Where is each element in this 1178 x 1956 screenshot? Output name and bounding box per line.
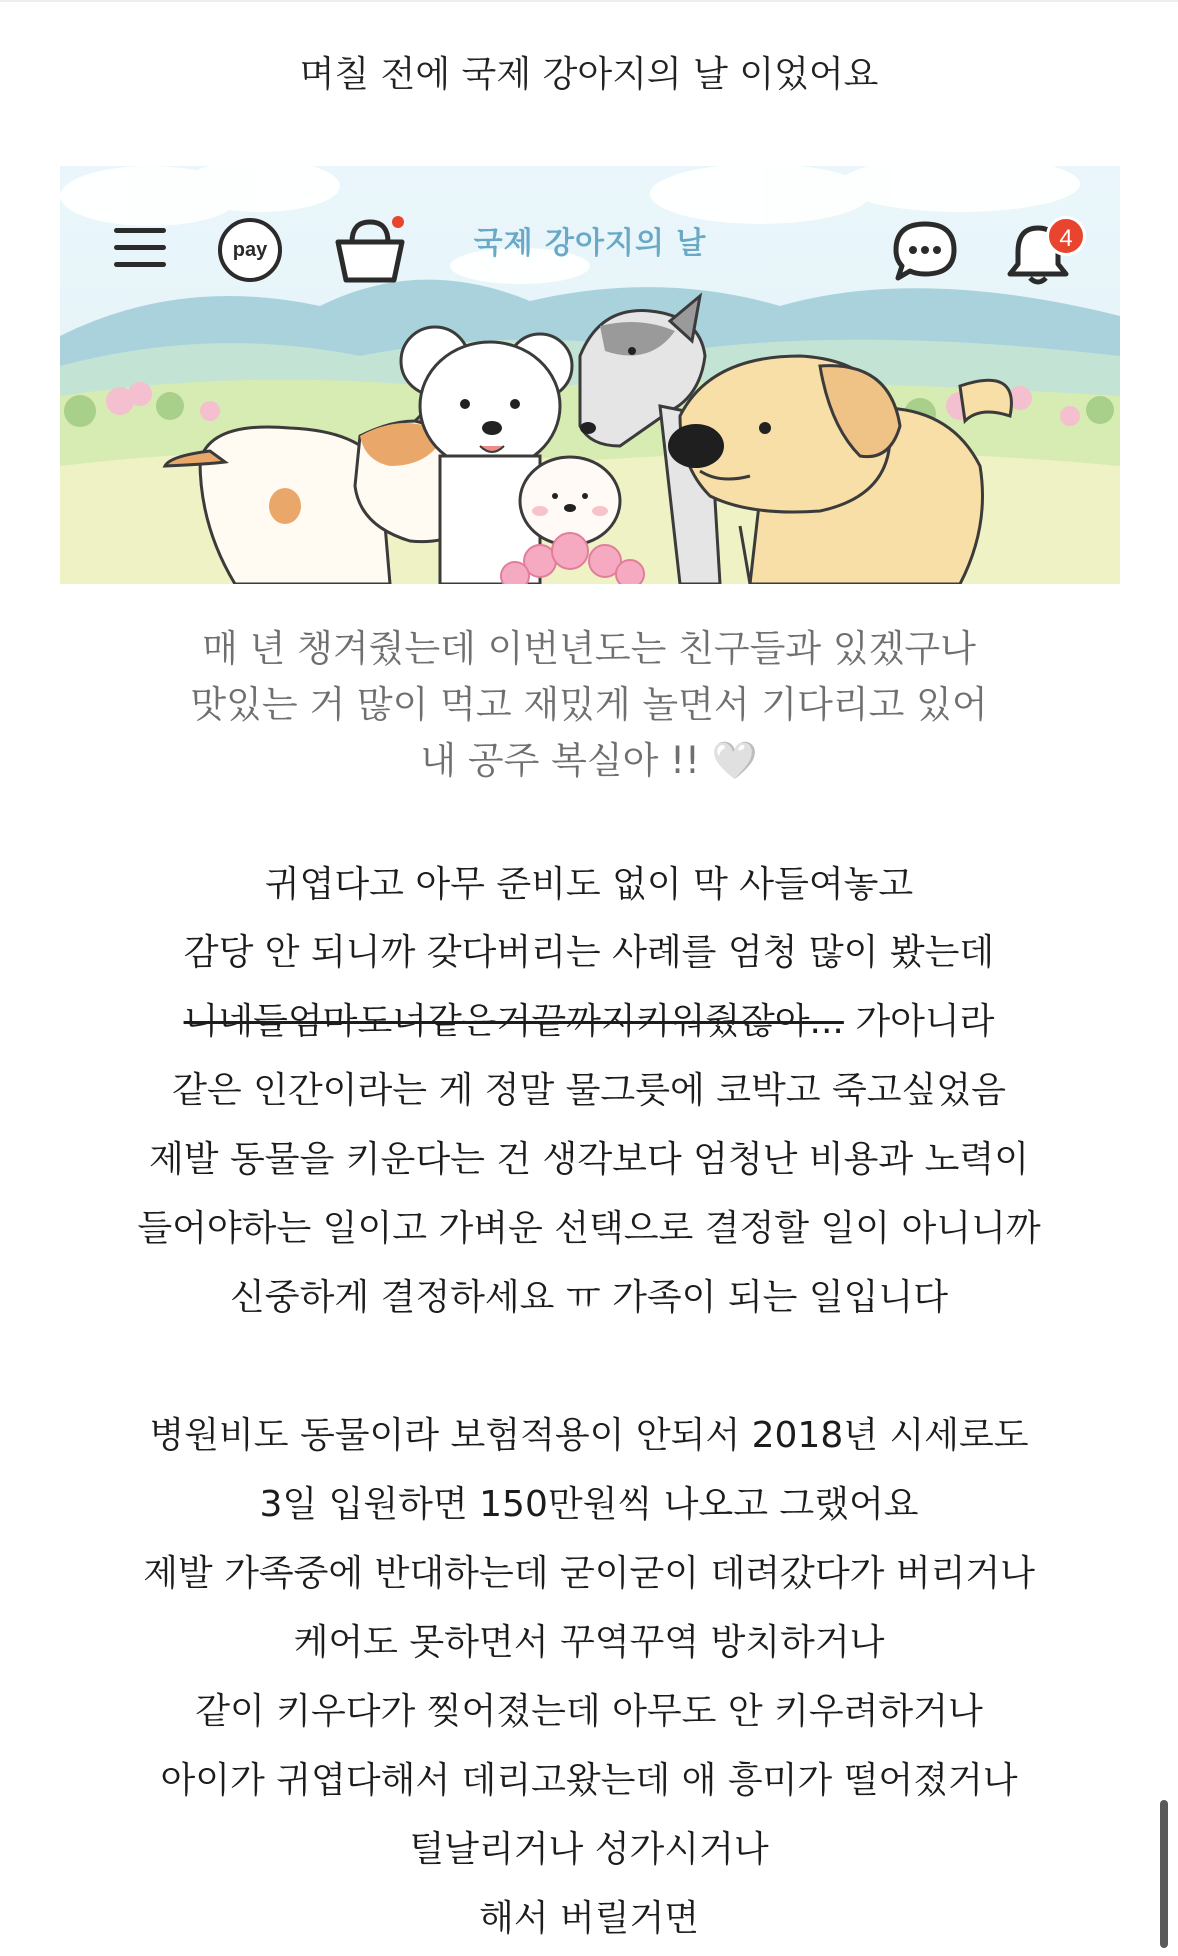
paragraph-2-line-6: 아이가 귀엽다해서 데리고왔는데 애 흥미가 떨어졌거나	[160, 1760, 1018, 1801]
paragraph-1-line-4: 같은 인간이라는 게 정말 물그릇에 코박고 죽고싶었음	[172, 1070, 1006, 1111]
paragraph-1-line-3	[0, 993, 1178, 1044]
banner-title: 국제 강아지의 날	[473, 226, 707, 261]
intro-text: 며칠 전에 국제 강아지의 날 이었어요	[299, 54, 879, 95]
pay-label: pay	[232, 239, 268, 261]
shopping-basket-icon[interactable]	[332, 214, 408, 286]
notification-badge: 4	[1046, 216, 1086, 256]
banner-image	[60, 166, 1120, 584]
paragraph-2-line-3: 제발 가족중에 반대하는데 굳이굳이 데려갔다가 버리거나	[143, 1553, 1035, 1594]
white-heart-icon: 🤍	[711, 739, 758, 782]
pay-icon[interactable]	[218, 218, 282, 282]
quote-line-3	[0, 730, 1178, 784]
paragraph-1-line-1: 귀엽다고 아무 준비도 없이 막 사들여놓고	[264, 864, 914, 905]
paragraph-2-line-1: 병원비도 동물이라 보험적용이 안되서 2018년 시세로도	[149, 1415, 1029, 1456]
paragraph-2-line-7: 털날리거나 성가시거나	[409, 1829, 769, 1870]
paragraph-1-line-2: 감당 안 되니까 갖다버리는 사례를 엄청 많이 봤는데	[183, 932, 995, 973]
paragraph-2-line-5: 같이 키우다가 찢어졌는데 아무도 안 키우려하거나	[195, 1691, 983, 1732]
paragraph-2-line-2: 3일 입원하면 150만원씩 나오고 그랬어요	[259, 1484, 919, 1525]
quote-line-1: 매 년 챙겨줬는데 이번년도는 친구들과 있겠구나	[202, 627, 976, 670]
paragraph-1-line-5: 제발 동물을 키운다는 건 생각보다 엄청난 비용과 노력이	[149, 1139, 1029, 1180]
top-divider	[0, 0, 1178, 2]
paragraph-1-line-3-rest: 가아니라	[843, 1001, 995, 1042]
chat-bubble-icon[interactable]	[892, 220, 958, 282]
quote-line-3-text: 내 공주 복실아 !!	[420, 739, 700, 782]
quote-line-2: 맛있는 거 많이 먹고 재밌게 놀면서 기다리고 있어	[190, 683, 988, 726]
hamburger-menu-icon[interactable]	[112, 224, 168, 272]
paragraph-2-line-4: 케어도 못하면서 꾸역꾸역 방치하거나	[293, 1622, 885, 1663]
paragraph-1-line-7: 신중하게 결정하세요 ㅠ 가족이 되는 일입니다	[230, 1277, 948, 1318]
paragraph-1-line-6: 들어야하는 일이고 가벼운 선택으로 결정할 일이 아니니까	[137, 1208, 1041, 1249]
paragraph-2-line-8: 해서 버릴거면	[478, 1898, 700, 1939]
scrollbar[interactable]	[1160, 1800, 1168, 1948]
strikethrough-text: 니네들엄마도너같은거끝까지키워줬잖아...	[183, 1001, 844, 1042]
